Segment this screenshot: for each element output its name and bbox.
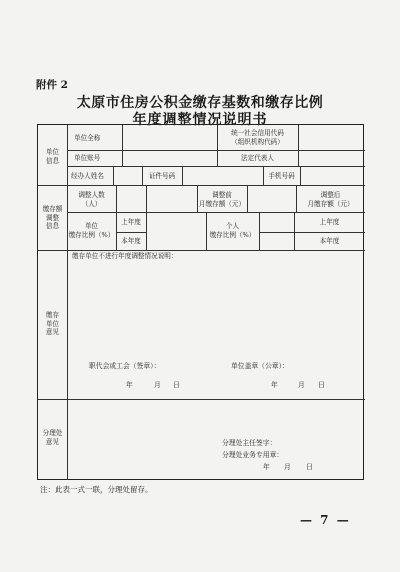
unit-last-year-label: 上年度: [121, 218, 141, 226]
unit-info-section-label: 单位 信息: [45, 148, 60, 165]
legal-rep-label: 法定代表人: [241, 154, 274, 162]
unit-seal-label: 单位盖章（公章）：: [231, 362, 289, 370]
before-amount-label: 调整前 月缴存额（元）: [198, 191, 246, 208]
branch-opinion-section-label: 分理处 意见: [42, 429, 63, 446]
page-number: — 7 —: [300, 513, 351, 527]
row-line: [259, 232, 365, 233]
id-number-label: 证件号码: [148, 172, 176, 180]
business-seal-label: 分理处业务专用章：: [222, 451, 284, 459]
adjust-info-section-label: 缴存额 调整 信息: [42, 205, 63, 230]
col-line: [259, 212, 260, 250]
row-line: [38, 399, 365, 400]
unit-account-label: 单位账号: [74, 154, 101, 162]
row-line: [67, 212, 365, 213]
director-signature-label: 分理处主任签字：: [222, 439, 277, 447]
row-line: [38, 250, 365, 251]
unit-name-label: 单位全称: [74, 134, 101, 142]
phone-label: 手机号码: [268, 172, 295, 180]
footer-note: 注：此表一式一联，分理处留存。: [40, 485, 153, 494]
col-line: [146, 185, 147, 250]
unit-ratio-label: 单位 缴存比例（%）: [68, 222, 115, 239]
personal-ratio-label: 个人 缴存比例（%）: [209, 222, 256, 239]
col-line: [247, 185, 248, 212]
row-line: [67, 150, 365, 151]
col-line: [182, 166, 183, 185]
row-line: [38, 185, 365, 186]
unit-this-year-label: 本年度: [121, 237, 141, 245]
credit-code-label: 统一社会信用代码 （组织机构代码）: [231, 129, 284, 146]
col-line: [298, 150, 299, 166]
no-adjustment-note-label: 缴存单位不进行年度调整情况说明：: [72, 252, 178, 260]
personal-last-year-label: 上年度: [319, 218, 340, 226]
union-signature-label: 职代会或工会（签章）：: [89, 362, 161, 370]
union-date-month: 月: [154, 381, 161, 389]
seal-date-year: 年: [271, 381, 278, 389]
row-line: [67, 166, 365, 167]
col-line: [67, 399, 68, 480]
agent-name-label: 经办人姓名: [71, 172, 104, 180]
row-line: [116, 232, 146, 233]
union-date-year: 年: [126, 381, 133, 389]
branch-date-day: 日: [306, 463, 313, 471]
branch-date-year: 年: [263, 463, 270, 471]
document-title-line2: 年度调整情况说明书: [132, 112, 268, 128]
col-line: [298, 125, 299, 150]
branch-date-month: 月: [284, 463, 291, 471]
adjustment-form-table: [37, 124, 364, 480]
document-title-line1: 太原市住房公积金缴存基数和缴存比例: [76, 95, 324, 111]
adjust-count-label: 调整人数 （人）: [78, 191, 105, 208]
col-line: [300, 166, 301, 185]
attachment-label: 附件 2: [36, 79, 68, 91]
seal-date-day: 日: [318, 381, 325, 389]
after-amount-label: 调整后 月缴存额（元）: [307, 191, 354, 208]
unit-opinion-section-label: 缴存 单位 意见: [45, 311, 60, 336]
col-line: [122, 125, 123, 166]
seal-date-month: 月: [298, 381, 305, 389]
personal-this-year-label: 本年度: [319, 237, 340, 245]
col-line: [113, 166, 114, 185]
union-date-day: 日: [173, 381, 180, 389]
col-line: [67, 125, 68, 399]
